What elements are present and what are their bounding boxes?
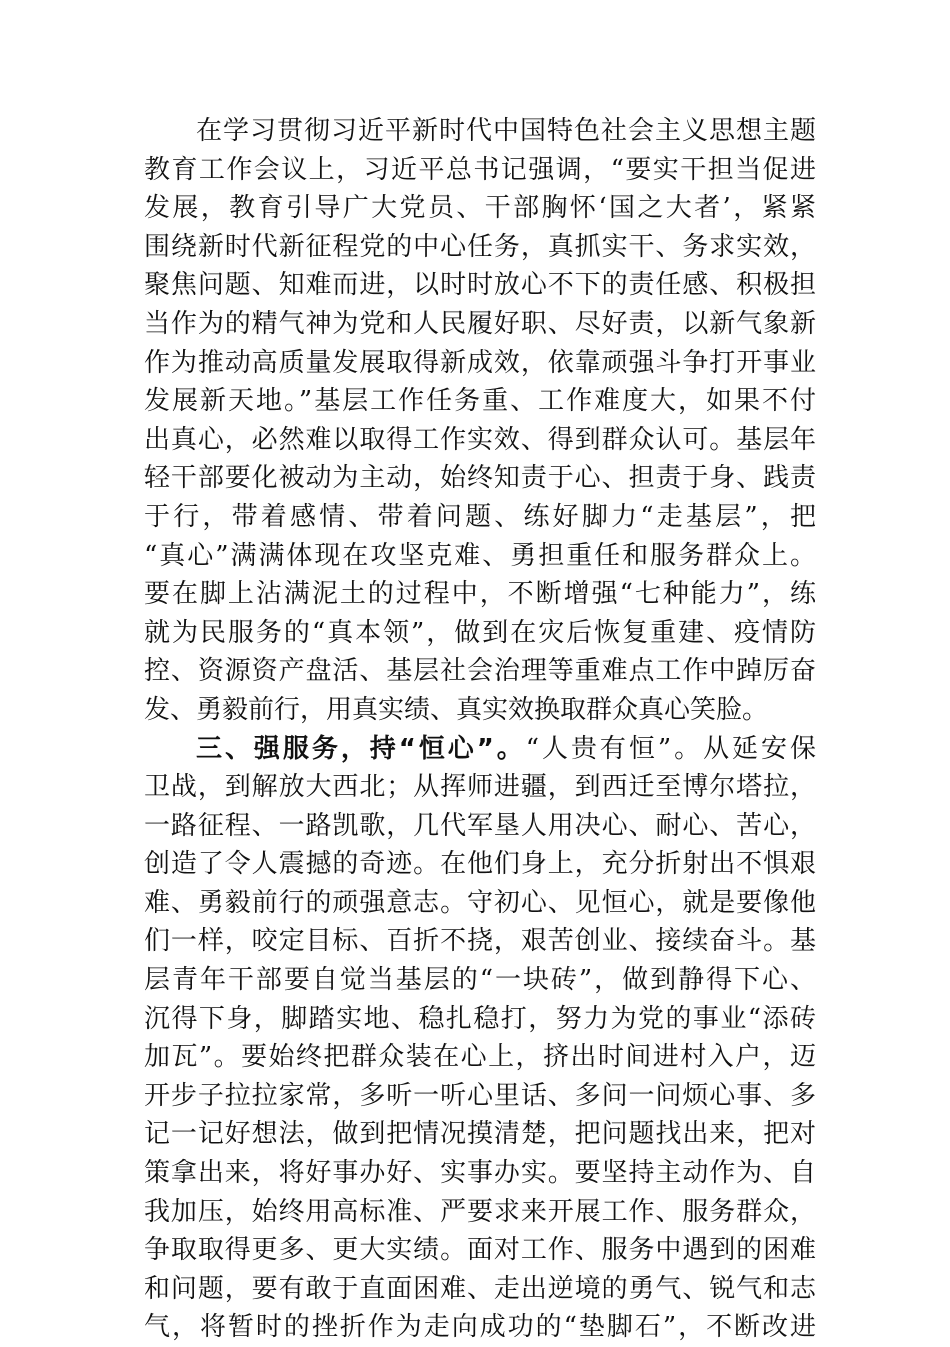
text-line: 围绕新时代新征程党的中心任务，真抓实干、务求实效， xyxy=(144,228,816,267)
text-line: 轻干部要化被动为主动，始终知责于心、担责于身、践责 xyxy=(144,459,816,498)
text-line: 卫战，到解放大西北；从挥师进疆，到西迁至博尔塔拉， xyxy=(144,768,816,807)
text-line: 一路征程、一路凯歌，几代军垦人用决心、耐心、苦心， xyxy=(144,807,816,846)
text-line: 难、勇毅前行的顽强意志。守初心、见恒心，就是要像他 xyxy=(144,884,816,923)
text-line: “真心”满满体现在攻坚克难、勇担重任和服务群众上。 xyxy=(144,537,816,576)
text-line: 创造了令人震撼的奇迹。在他们身上，充分折射出不惧艰 xyxy=(144,845,816,884)
text-line: 加瓦”。要始终把群众装在心上，挤出时间进村入户，迈 xyxy=(144,1038,816,1077)
text-line: 就为民服务的“真本领”，做到在灾后恢复重建、疫情防 xyxy=(144,614,816,653)
text-line: 在学习贯彻习近平新时代中国特色社会主义思想主题 xyxy=(144,112,816,151)
text-line: 争取取得更多、更大实绩。面对工作、服务中遇到的困难 xyxy=(144,1231,816,1270)
paragraph-2 xyxy=(144,730,816,1347)
paragraph-1 xyxy=(144,112,816,730)
text-line: 作为推动高质量发展取得新成效，依靠顽强斗争打开事业 xyxy=(144,344,816,383)
text-line: 教育工作会议上，习近平总书记强调，“要实干担当促进 xyxy=(144,151,816,190)
text-line: 控、资源资产盘活、基层社会治理等重难点工作中踔厉奋 xyxy=(144,652,816,691)
text-line: 层青年干部要自觉当基层的“一块砖”，做到静得下心、 xyxy=(144,961,816,1000)
text-line: 策拿出来，将好事办好、实事办实。要坚持主动作为、自 xyxy=(144,1154,816,1193)
text-line: 聚焦问题、知难而进，以时时放心不下的责任感、积极担 xyxy=(144,266,816,305)
text-line: 记一记好想法，做到把情况摸清楚，把问题找出来，把对 xyxy=(144,1115,816,1154)
text-line: 沉得下身，脚踏实地、稳扎稳打，努力为党的事业“添砖 xyxy=(144,1000,816,1039)
text-line: 气，将暂时的挫折作为走向成功的“垫脚石”，不断改进 xyxy=(144,1308,816,1347)
text-line: 我加压，始终用高标准、严要求来开展工作、服务群众， xyxy=(144,1193,816,1232)
text-line: 于行，带着感情、带着问题、练好脚力“走基层”，把 xyxy=(144,498,816,537)
text-line: 发展，教育引导广大党员、干部胸怀‘国之大者’，紧紧 xyxy=(144,189,816,228)
text-line: 要在脚上沾满泥土的过程中，不断增强“七种能力”，练 xyxy=(144,575,816,614)
body-text xyxy=(144,112,816,1347)
heading-line-text: “人贵有恒”。从延安保 xyxy=(526,734,816,764)
text-line: 发、勇毅前行，用真实绩、真实效换取群众真心笑脸。 xyxy=(144,691,816,730)
section-heading: 三、强服务，持“恒心”。 xyxy=(196,734,526,764)
text-line: 出真心，必然难以取得工作实效、得到群众认可。基层年 xyxy=(144,421,816,460)
text-line: 发展新天地。”基层工作任务重、工作难度大，如果不付 xyxy=(144,382,816,421)
text-line: 开步子拉拉家常，多听一听心里话、多问一问烦心事、多 xyxy=(144,1077,816,1116)
text-line: 和问题，要有敢于直面困难、走出逆境的勇气、锐气和志 xyxy=(144,1270,816,1309)
text-line: 们一样，咬定目标、百折不挠，艰苦创业、接续奋斗。基 xyxy=(144,922,816,961)
text-line: 当作为的精气神为党和人民履好职、尽好责，以新气象新 xyxy=(144,305,816,344)
text-line-with-heading xyxy=(144,730,816,769)
